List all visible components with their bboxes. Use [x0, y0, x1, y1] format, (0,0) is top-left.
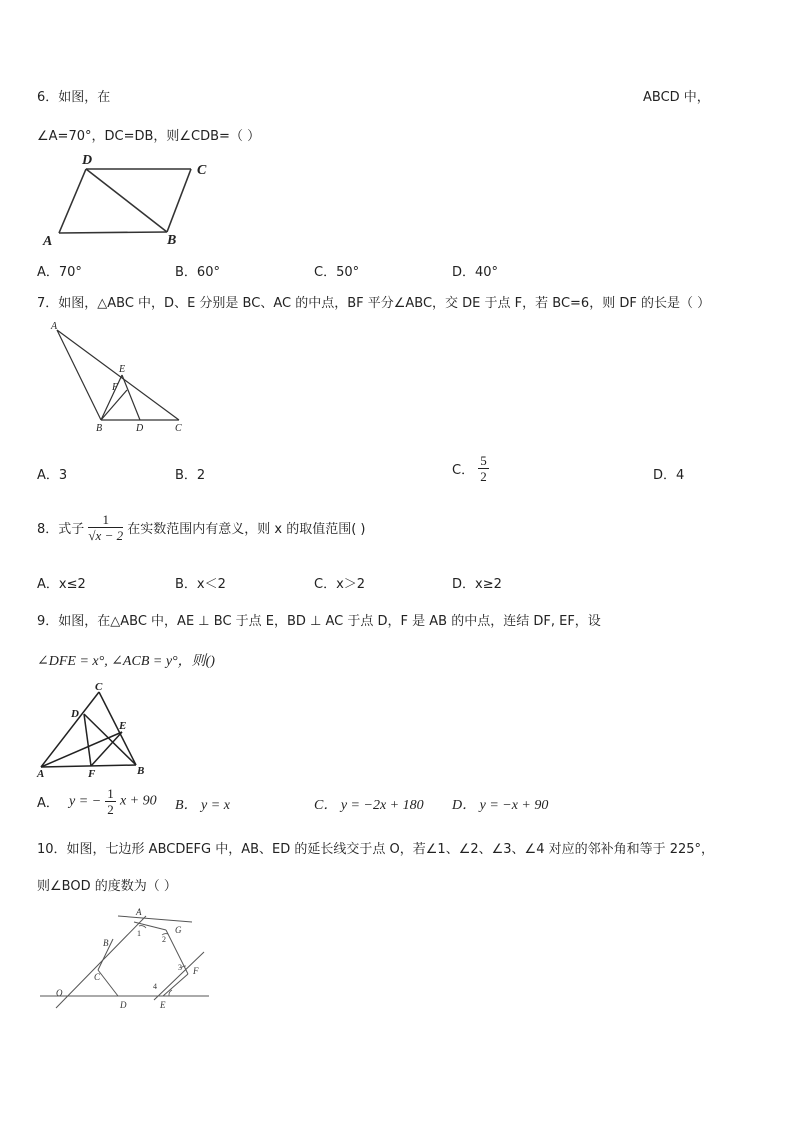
q9-label-C: C: [95, 681, 103, 693]
q7-option-a: A．3: [37, 468, 68, 483]
q9-label-B: B: [137, 765, 145, 777]
q9-option-d: D． y = −x + 90: [452, 798, 549, 813]
q7-option-c-prefix: C．: [452, 463, 475, 478]
q9-option-b: B． y = x: [175, 798, 230, 813]
q10-stem-line2: 则∠BOD 的度数为（ ）: [37, 879, 177, 894]
q10-figure-heptagon: [38, 904, 218, 1014]
q10-label-D: D: [120, 1000, 127, 1010]
q7-option-c-numerator: 5: [480, 453, 487, 468]
q7-option-c: [452, 453, 489, 484]
q10-label-C: C: [94, 972, 101, 982]
q6-option-d: D．40°: [452, 265, 499, 280]
q7-label-E: E: [119, 364, 126, 375]
q9-option-a-fraction: [105, 786, 116, 817]
q7-figure-triangle: [45, 318, 195, 438]
q10-label-F: F: [193, 966, 199, 976]
q7-label-C: C: [175, 423, 182, 434]
q10-label-B: B: [103, 938, 109, 948]
q7-label-F: F: [112, 382, 119, 393]
q8-option-a: A．x≤2: [37, 577, 86, 592]
q6-label-D: D: [82, 153, 93, 168]
q8-option-b: B．x＜2: [175, 577, 226, 592]
q9-stem-line1: 9．如图，在△ABC 中，AE ⊥ BC 于点 E，BD ⊥ AC 于点 D，F 是 AB 的中点，连结 DF, EF，设: [37, 614, 601, 629]
q9-label-E: E: [119, 720, 127, 732]
q6-figure-parallelogram: [40, 150, 220, 250]
q9-figure-triangle: [34, 680, 159, 780]
q6-option-a: A．70°: [37, 265, 82, 280]
q10-angle-4: 4: [153, 982, 157, 991]
q9-option-c: C． y = −2x + 180: [314, 798, 424, 813]
q7-label-B: B: [96, 423, 103, 434]
q6-option-b: B．60°: [175, 265, 220, 280]
q8-fraction-denominator: √x − 2: [88, 528, 124, 543]
q7-label-D: D: [136, 423, 144, 434]
q8-option-c: C．x＞2: [314, 577, 366, 592]
q9-option-a-denominator: 2: [107, 802, 114, 817]
q7-label-A: A: [51, 321, 58, 332]
q10-angle-3: 3: [178, 963, 182, 972]
q8-prefix: 8．式子: [37, 522, 85, 537]
q6-stem-parallelogram: ABCD 中，: [643, 90, 710, 105]
q8-fraction: [88, 512, 123, 543]
q9-label-F: F: [88, 768, 96, 780]
q7-option-b: B．2: [175, 468, 206, 483]
q7-option-d: D．4: [653, 468, 685, 483]
q9-option-a-numerator: 1: [107, 786, 114, 801]
q9-option-a-rhs: x + 90: [119, 793, 157, 809]
q9-label-D: D: [71, 708, 79, 720]
q10-stem-line1: 10．如图，七边形 ABCDEFG 中，AB、ED 的延长线交于点 O，若∠1、∠2、∠3、∠4 对应的邻补角和等于 225°，: [37, 842, 715, 857]
q10-angle-1: 1: [137, 929, 141, 938]
q7-stem: 7．如图，△ABC 中，D、E 分别是 BC、AC 的中点，BF 平分∠ABC，交 DE 于点 F，若 BC=6，则 DF 的长是（ ）: [37, 296, 711, 311]
q6-stem-start: 6．如图，在: [37, 90, 111, 105]
q10-angle-2: 2: [162, 935, 166, 944]
q7-option-c-denominator: 2: [480, 469, 487, 484]
q8-suffix: 在实数范围内有意义，则 x 的取值范围( ): [127, 522, 366, 537]
q6-stem-conditions: ∠A=70°，DC=DB，则∠CDB=（ ）: [37, 129, 261, 144]
q8-stem: [37, 512, 365, 543]
q6-label-B: B: [167, 233, 177, 248]
q9-option-a-lhs: y = −: [69, 793, 102, 809]
q7-option-c-fraction: [478, 453, 489, 484]
q9-option-a-prefix: A．: [37, 796, 59, 811]
q10-label-G: G: [175, 925, 182, 935]
q6-label-A: A: [43, 234, 53, 249]
q10-label-O: O: [56, 988, 63, 998]
q9-stem-line2: ∠DFE = x°, ∠ACB = y°，则(): [37, 654, 215, 669]
q9-label-A: A: [37, 768, 45, 780]
q6-option-c: C．50°: [314, 265, 360, 280]
q6-label-C: C: [197, 163, 207, 178]
q10-label-A: A: [136, 907, 142, 917]
q8-option-d: D．x≥2: [452, 577, 502, 592]
q8-fraction-numerator: 1: [88, 512, 123, 528]
q9-option-a: [37, 786, 157, 817]
q10-label-E: E: [160, 1000, 166, 1010]
